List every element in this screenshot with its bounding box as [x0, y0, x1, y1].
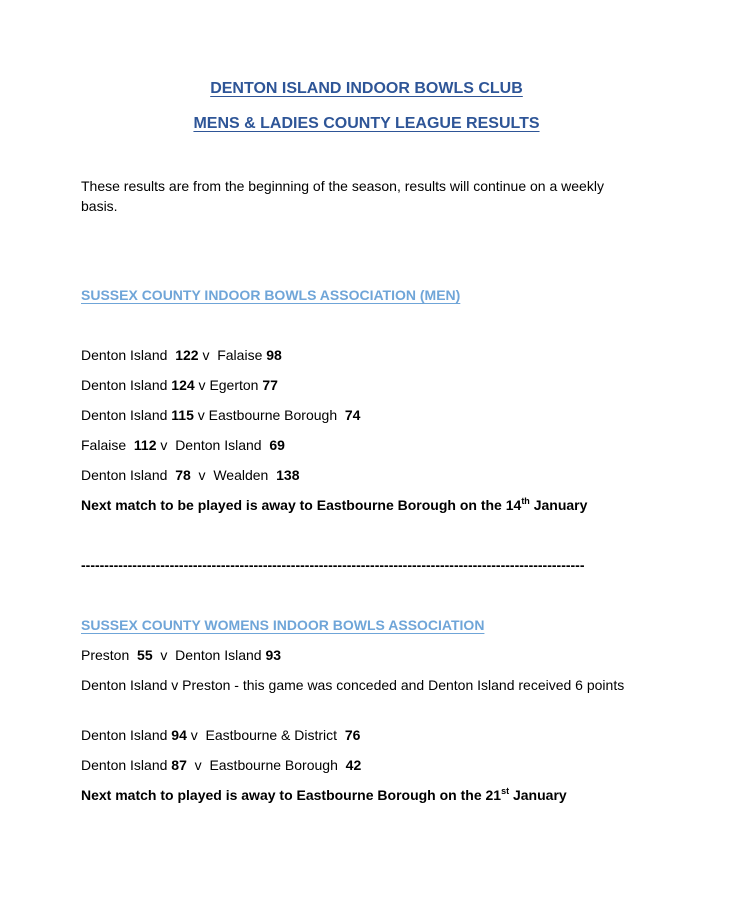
away-score: 42 — [345, 757, 362, 773]
away-team: Eastbourne Borough — [208, 407, 338, 423]
men-result-row — [81, 375, 278, 395]
away-score: 76 — [344, 727, 361, 743]
home-team: Denton Island — [81, 467, 168, 483]
versus: v — [202, 347, 210, 363]
intro-paragraph: These results are from the beginning of the season, results will continue on a weekly basis. — [81, 178, 604, 214]
away-score: 69 — [269, 437, 285, 453]
next-match-text: Next match to be played is away to Eastbourne Borough on the 14 — [81, 497, 522, 513]
away-team: Eastbourne & District — [205, 727, 338, 743]
women-result-row — [81, 645, 281, 665]
home-team: Preston — [81, 647, 130, 663]
women-result-row — [81, 725, 360, 745]
ordinal-suffix: th — [521, 496, 530, 506]
versus: v — [198, 467, 206, 483]
ordinal-suffix: st — [501, 786, 510, 796]
home-team: Denton Island — [81, 347, 168, 363]
home-team: Denton Island — [81, 727, 168, 743]
men-result-row — [81, 465, 299, 485]
versus: v — [160, 647, 168, 663]
women-result-row — [81, 755, 361, 775]
versus: v — [198, 377, 206, 393]
women-next-match — [81, 785, 567, 805]
home-team: Denton Island — [81, 757, 168, 773]
home-score: 94 — [171, 727, 187, 743]
away-team: Eastbourne Borough — [209, 757, 338, 773]
away-team: Egerton — [209, 377, 259, 393]
next-match-month: January — [529, 497, 588, 513]
page-title: DENTON ISLAND INDOOR BOWLS CLUB — [210, 80, 523, 97]
home-score: 122 — [175, 347, 199, 363]
versus: v — [197, 407, 205, 423]
away-team: Denton Island — [175, 437, 262, 453]
away-team: Wealden — [213, 467, 269, 483]
home-score: 78 — [175, 467, 191, 483]
home-team: Falaise — [81, 437, 127, 453]
home-team: Denton Island — [81, 377, 168, 393]
away-score: 77 — [262, 377, 278, 393]
home-score: 87 — [171, 757, 187, 773]
versus: v — [160, 437, 168, 453]
versus: v — [194, 757, 202, 773]
men-section-heading: SUSSEX COUNTY INDOOR BOWLS ASSOCIATION (MEN) — [81, 287, 461, 303]
men-result-row — [81, 345, 282, 365]
home-score: 112 — [133, 437, 157, 453]
page-subtitle: MENS & LADIES COUNTY LEAGUE RESULTS — [193, 115, 540, 132]
section-divider: ------------------------------------------------------------------------------------------------------------ — [81, 557, 585, 573]
away-score: 74 — [344, 407, 361, 423]
away-score: 98 — [266, 347, 282, 363]
away-score: 138 — [276, 467, 300, 483]
men-next-match — [81, 495, 587, 515]
women-section-heading: SUSSEX COUNTY WOMENS INDOOR BOWLS ASSOCIATION — [81, 617, 485, 633]
away-score: 93 — [265, 647, 282, 663]
home-team: Denton Island — [81, 407, 168, 423]
next-match-month: January — [509, 787, 567, 803]
next-match-text: Next match to played is away to Eastbourne Borough on the 21 — [81, 787, 502, 803]
conceded-note: Denton Island v Preston - this game was conceded and Denton Island received 6 points — [81, 677, 625, 693]
home-score: 115 — [171, 407, 194, 423]
versus: v — [190, 727, 198, 743]
men-result-row — [81, 405, 360, 425]
away-team: Denton Island — [175, 647, 262, 663]
men-result-row — [81, 435, 285, 455]
away-team: Falaise — [217, 347, 263, 363]
home-score: 55 — [137, 647, 153, 663]
home-score: 124 — [171, 377, 195, 393]
